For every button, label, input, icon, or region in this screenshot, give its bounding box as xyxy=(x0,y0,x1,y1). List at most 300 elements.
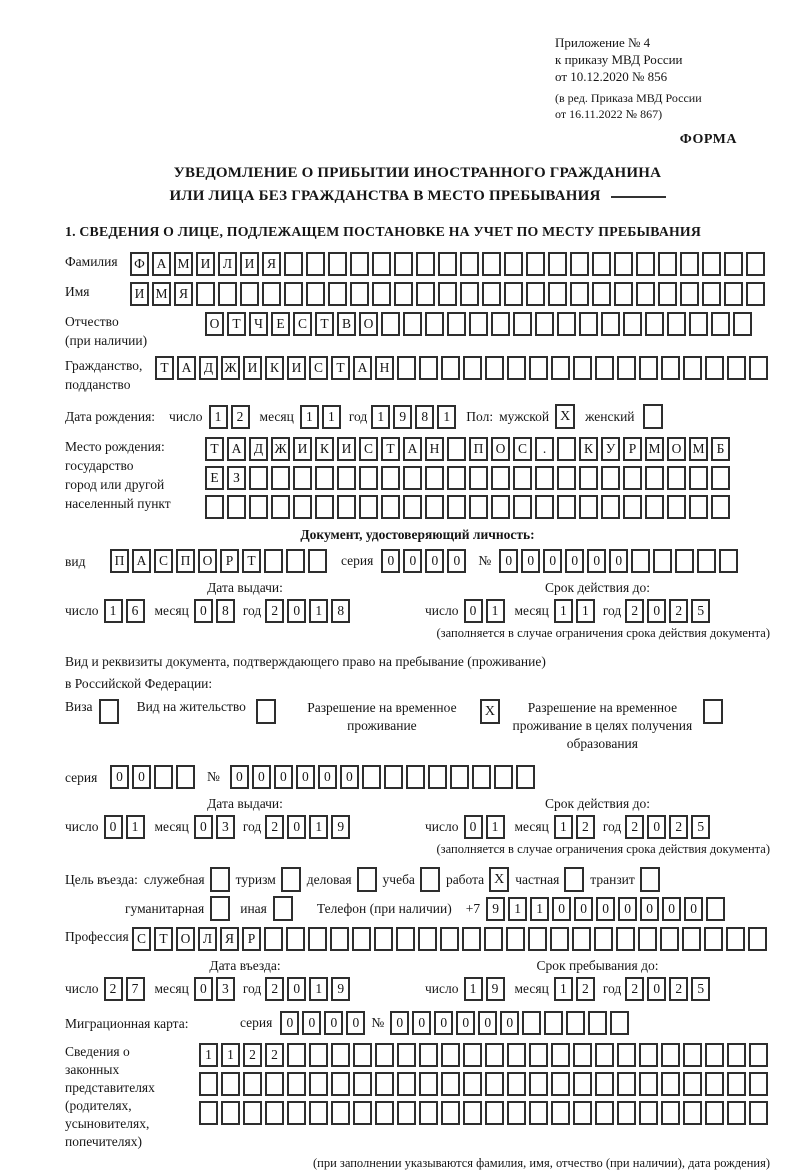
char-cell[interactable] xyxy=(535,466,554,490)
char-cell[interactable] xyxy=(706,897,725,921)
char-cell[interactable] xyxy=(353,1043,372,1067)
char-cell[interactable] xyxy=(287,1101,306,1125)
char-cell[interactable] xyxy=(551,1101,570,1125)
purpose-work-checkbox[interactable]: X xyxy=(489,867,509,892)
char-cell[interactable] xyxy=(176,765,195,789)
purpose-humanitarian-checkbox[interactable] xyxy=(210,896,230,921)
char-cell[interactable]: О xyxy=(359,312,378,336)
char-cell[interactable] xyxy=(588,1011,607,1035)
char-cell[interactable] xyxy=(331,1072,350,1096)
char-cell[interactable]: 0 xyxy=(478,1011,497,1035)
char-cell[interactable] xyxy=(683,1043,702,1067)
char-cell[interactable] xyxy=(749,1043,768,1067)
char-cell[interactable] xyxy=(287,1043,306,1067)
char-cell[interactable] xyxy=(353,1101,372,1125)
char-cell[interactable]: 0 xyxy=(609,549,628,573)
char-cell[interactable] xyxy=(462,927,481,951)
char-cell[interactable] xyxy=(704,927,723,951)
char-cell[interactable]: З xyxy=(227,466,246,490)
char-cell[interactable] xyxy=(595,1101,614,1125)
char-cell[interactable] xyxy=(469,495,488,519)
char-cell[interactable]: Т xyxy=(154,927,173,951)
char-cell[interactable] xyxy=(614,282,633,306)
char-cell[interactable] xyxy=(705,1101,724,1125)
residence-permit-checkbox[interactable] xyxy=(256,699,276,724)
char-cell[interactable]: М xyxy=(689,437,708,461)
char-cell[interactable] xyxy=(616,927,635,951)
char-cell[interactable] xyxy=(711,495,730,519)
char-cell[interactable]: С xyxy=(513,437,532,461)
char-cell[interactable] xyxy=(315,495,334,519)
char-cell[interactable]: К xyxy=(265,356,284,380)
char-cell[interactable] xyxy=(623,466,642,490)
char-cell[interactable] xyxy=(353,1072,372,1096)
char-cell[interactable] xyxy=(328,282,347,306)
char-cell[interactable]: 5 xyxy=(691,599,710,623)
char-cell[interactable]: Ф xyxy=(130,252,149,276)
char-cell[interactable] xyxy=(249,495,268,519)
char-cell[interactable] xyxy=(330,927,349,951)
char-cell[interactable]: 0 xyxy=(543,549,562,573)
char-cell[interactable] xyxy=(660,927,679,951)
char-cell[interactable]: 5 xyxy=(691,977,710,1001)
char-cell[interactable] xyxy=(403,312,422,336)
char-cell[interactable]: Т xyxy=(227,312,246,336)
char-cell[interactable] xyxy=(726,927,745,951)
char-cell[interactable]: К xyxy=(315,437,334,461)
char-cell[interactable]: Е xyxy=(205,466,224,490)
char-cell[interactable]: 0 xyxy=(464,599,483,623)
char-cell[interactable]: Я xyxy=(174,282,193,306)
char-cell[interactable]: 1 xyxy=(209,405,228,429)
char-cell[interactable]: 0 xyxy=(647,815,666,839)
char-cell[interactable] xyxy=(639,1072,658,1096)
char-cell[interactable]: . xyxy=(535,437,554,461)
char-cell[interactable] xyxy=(689,312,708,336)
char-cell[interactable]: М xyxy=(645,437,664,461)
char-cell[interactable] xyxy=(658,282,677,306)
char-cell[interactable] xyxy=(749,356,768,380)
char-cell[interactable] xyxy=(463,1043,482,1067)
char-cell[interactable] xyxy=(243,1101,262,1125)
char-cell[interactable] xyxy=(579,312,598,336)
char-cell[interactable]: 0 xyxy=(287,599,306,623)
char-cell[interactable] xyxy=(522,1011,541,1035)
char-cell[interactable]: Т xyxy=(331,356,350,380)
char-cell[interactable] xyxy=(425,312,444,336)
char-cell[interactable] xyxy=(403,466,422,490)
char-cell[interactable] xyxy=(697,549,716,573)
char-cell[interactable] xyxy=(544,1011,563,1035)
char-cell[interactable]: 1 xyxy=(464,977,483,1001)
char-cell[interactable]: 0 xyxy=(500,1011,519,1035)
char-cell[interactable]: И xyxy=(293,437,312,461)
char-cell[interactable] xyxy=(623,312,642,336)
char-cell[interactable]: 1 xyxy=(300,405,319,429)
char-cell[interactable] xyxy=(645,466,664,490)
char-cell[interactable] xyxy=(271,466,290,490)
char-cell[interactable]: 6 xyxy=(126,599,145,623)
char-cell[interactable]: 1 xyxy=(554,599,573,623)
char-cell[interactable]: 0 xyxy=(296,765,315,789)
char-cell[interactable]: 0 xyxy=(647,599,666,623)
char-cell[interactable]: 1 xyxy=(554,977,573,1001)
char-cell[interactable]: 8 xyxy=(331,599,350,623)
char-cell[interactable] xyxy=(526,252,545,276)
char-cell[interactable] xyxy=(557,495,576,519)
char-cell[interactable] xyxy=(631,549,650,573)
char-cell[interactable] xyxy=(601,466,620,490)
char-cell[interactable] xyxy=(548,252,567,276)
char-cell[interactable] xyxy=(397,356,416,380)
char-cell[interactable] xyxy=(570,282,589,306)
char-cell[interactable]: Н xyxy=(425,437,444,461)
char-cell[interactable] xyxy=(491,495,510,519)
char-cell[interactable] xyxy=(419,1043,438,1067)
char-cell[interactable] xyxy=(529,356,548,380)
char-cell[interactable] xyxy=(601,495,620,519)
char-cell[interactable] xyxy=(645,495,664,519)
char-cell[interactable]: 2 xyxy=(576,977,595,1001)
char-cell[interactable] xyxy=(504,282,523,306)
char-cell[interactable] xyxy=(617,1101,636,1125)
char-cell[interactable]: С xyxy=(154,549,173,573)
char-cell[interactable] xyxy=(639,1101,658,1125)
char-cell[interactable] xyxy=(154,765,173,789)
char-cell[interactable] xyxy=(566,1011,585,1035)
char-cell[interactable]: 2 xyxy=(576,815,595,839)
char-cell[interactable] xyxy=(601,312,620,336)
char-cell[interactable] xyxy=(638,927,657,951)
char-cell[interactable]: Н xyxy=(375,356,394,380)
char-cell[interactable] xyxy=(639,356,658,380)
char-cell[interactable] xyxy=(397,1043,416,1067)
char-cell[interactable]: Т xyxy=(205,437,224,461)
char-cell[interactable] xyxy=(337,495,356,519)
char-cell[interactable] xyxy=(617,356,636,380)
char-cell[interactable]: 2 xyxy=(625,815,644,839)
char-cell[interactable]: 2 xyxy=(265,599,284,623)
char-cell[interactable] xyxy=(309,1101,328,1125)
char-cell[interactable]: 0 xyxy=(252,765,271,789)
char-cell[interactable] xyxy=(419,1072,438,1096)
char-cell[interactable]: 7 xyxy=(126,977,145,1001)
char-cell[interactable] xyxy=(535,495,554,519)
char-cell[interactable]: И xyxy=(130,282,149,306)
char-cell[interactable] xyxy=(309,1072,328,1096)
char-cell[interactable]: 9 xyxy=(393,405,412,429)
char-cell[interactable] xyxy=(526,282,545,306)
char-cell[interactable]: 0 xyxy=(318,765,337,789)
char-cell[interactable] xyxy=(308,927,327,951)
char-cell[interactable]: Л xyxy=(198,927,217,951)
char-cell[interactable] xyxy=(551,356,570,380)
char-cell[interactable]: 8 xyxy=(216,599,235,623)
char-cell[interactable] xyxy=(416,282,435,306)
char-cell[interactable] xyxy=(639,1043,658,1067)
char-cell[interactable] xyxy=(572,927,591,951)
char-cell[interactable]: 0 xyxy=(302,1011,321,1035)
char-cell[interactable] xyxy=(623,495,642,519)
char-cell[interactable] xyxy=(406,765,425,789)
char-cell[interactable] xyxy=(384,765,403,789)
char-cell[interactable] xyxy=(240,282,259,306)
char-cell[interactable]: 1 xyxy=(508,897,527,921)
char-cell[interactable] xyxy=(196,282,215,306)
char-cell[interactable]: 1 xyxy=(104,599,123,623)
temp-residence-education-checkbox[interactable] xyxy=(703,699,723,724)
char-cell[interactable]: 2 xyxy=(243,1043,262,1067)
char-cell[interactable] xyxy=(205,495,224,519)
char-cell[interactable]: М xyxy=(152,282,171,306)
char-cell[interactable]: А xyxy=(403,437,422,461)
char-cell[interactable]: М xyxy=(174,252,193,276)
char-cell[interactable]: 0 xyxy=(499,549,518,573)
char-cell[interactable]: 1 xyxy=(309,977,328,1001)
char-cell[interactable] xyxy=(485,1101,504,1125)
char-cell[interactable] xyxy=(719,549,738,573)
char-cell[interactable]: А xyxy=(152,252,171,276)
char-cell[interactable] xyxy=(372,252,391,276)
char-cell[interactable] xyxy=(727,1072,746,1096)
char-cell[interactable]: 0 xyxy=(287,977,306,1001)
char-cell[interactable] xyxy=(309,1043,328,1067)
char-cell[interactable] xyxy=(667,495,686,519)
char-cell[interactable]: В xyxy=(337,312,356,336)
char-cell[interactable] xyxy=(733,312,752,336)
char-cell[interactable]: 0 xyxy=(521,549,540,573)
char-cell[interactable]: 3 xyxy=(216,977,235,1001)
char-cell[interactable]: О xyxy=(667,437,686,461)
char-cell[interactable] xyxy=(284,282,303,306)
char-cell[interactable] xyxy=(746,282,765,306)
char-cell[interactable] xyxy=(350,252,369,276)
char-cell[interactable] xyxy=(551,1043,570,1067)
char-cell[interactable]: 1 xyxy=(371,405,390,429)
temp-residence-checkbox[interactable]: X xyxy=(480,699,500,724)
char-cell[interactable]: 0 xyxy=(381,549,400,573)
char-cell[interactable] xyxy=(658,252,677,276)
char-cell[interactable]: С xyxy=(309,356,328,380)
char-cell[interactable] xyxy=(516,765,535,789)
char-cell[interactable]: 2 xyxy=(265,977,284,1001)
char-cell[interactable] xyxy=(308,549,327,573)
purpose-business-checkbox[interactable] xyxy=(357,867,377,892)
char-cell[interactable] xyxy=(463,1101,482,1125)
char-cell[interactable] xyxy=(286,927,305,951)
char-cell[interactable]: 0 xyxy=(230,765,249,789)
char-cell[interactable] xyxy=(472,765,491,789)
char-cell[interactable] xyxy=(683,1101,702,1125)
char-cell[interactable]: И xyxy=(196,252,215,276)
char-cell[interactable] xyxy=(491,466,510,490)
char-cell[interactable]: 0 xyxy=(412,1011,431,1035)
char-cell[interactable] xyxy=(375,1072,394,1096)
char-cell[interactable] xyxy=(262,282,281,306)
char-cell[interactable] xyxy=(331,1043,350,1067)
male-checkbox[interactable]: X xyxy=(555,404,575,429)
char-cell[interactable] xyxy=(381,495,400,519)
char-cell[interactable] xyxy=(748,927,767,951)
char-cell[interactable]: 1 xyxy=(199,1043,218,1067)
char-cell[interactable] xyxy=(689,466,708,490)
char-cell[interactable] xyxy=(286,549,305,573)
char-cell[interactable] xyxy=(397,1101,416,1125)
char-cell[interactable]: 0 xyxy=(618,897,637,921)
char-cell[interactable] xyxy=(293,495,312,519)
char-cell[interactable] xyxy=(265,1101,284,1125)
purpose-tourism-checkbox[interactable] xyxy=(281,867,301,892)
char-cell[interactable]: 0 xyxy=(110,765,129,789)
char-cell[interactable] xyxy=(418,927,437,951)
char-cell[interactable] xyxy=(724,252,743,276)
char-cell[interactable]: О xyxy=(491,437,510,461)
char-cell[interactable] xyxy=(375,1043,394,1067)
char-cell[interactable]: 0 xyxy=(194,599,213,623)
char-cell[interactable]: 2 xyxy=(265,815,284,839)
char-cell[interactable]: 0 xyxy=(340,765,359,789)
char-cell[interactable]: 1 xyxy=(554,815,573,839)
char-cell[interactable]: К xyxy=(579,437,598,461)
char-cell[interactable] xyxy=(595,1072,614,1096)
char-cell[interactable] xyxy=(221,1072,240,1096)
char-cell[interactable] xyxy=(482,252,501,276)
char-cell[interactable] xyxy=(460,282,479,306)
char-cell[interactable]: 1 xyxy=(437,405,456,429)
char-cell[interactable] xyxy=(746,252,765,276)
char-cell[interactable]: П xyxy=(469,437,488,461)
char-cell[interactable]: 0 xyxy=(684,897,703,921)
char-cell[interactable]: 2 xyxy=(669,977,688,1001)
char-cell[interactable]: 0 xyxy=(434,1011,453,1035)
char-cell[interactable] xyxy=(689,495,708,519)
char-cell[interactable] xyxy=(653,549,672,573)
char-cell[interactable] xyxy=(592,282,611,306)
char-cell[interactable]: Ж xyxy=(221,356,240,380)
char-cell[interactable] xyxy=(199,1072,218,1096)
char-cell[interactable]: 0 xyxy=(287,815,306,839)
char-cell[interactable] xyxy=(573,356,592,380)
char-cell[interactable] xyxy=(264,549,283,573)
char-cell[interactable] xyxy=(463,1072,482,1096)
char-cell[interactable] xyxy=(705,1072,724,1096)
char-cell[interactable]: 9 xyxy=(331,977,350,1001)
char-cell[interactable] xyxy=(507,1043,526,1067)
char-cell[interactable] xyxy=(438,252,457,276)
char-cell[interactable]: 9 xyxy=(486,977,505,1001)
char-cell[interactable]: Ч xyxy=(249,312,268,336)
char-cell[interactable] xyxy=(419,1101,438,1125)
char-cell[interactable] xyxy=(579,495,598,519)
char-cell[interactable] xyxy=(484,927,503,951)
char-cell[interactable] xyxy=(667,466,686,490)
char-cell[interactable] xyxy=(683,356,702,380)
char-cell[interactable] xyxy=(428,765,447,789)
char-cell[interactable]: Д xyxy=(199,356,218,380)
char-cell[interactable] xyxy=(350,282,369,306)
char-cell[interactable]: У xyxy=(601,437,620,461)
char-cell[interactable] xyxy=(447,466,466,490)
char-cell[interactable] xyxy=(617,1043,636,1067)
char-cell[interactable]: 2 xyxy=(265,1043,284,1067)
char-cell[interactable] xyxy=(727,356,746,380)
char-cell[interactable]: 1 xyxy=(576,599,595,623)
char-cell[interactable]: 9 xyxy=(331,815,350,839)
char-cell[interactable] xyxy=(362,765,381,789)
char-cell[interactable]: 3 xyxy=(216,815,235,839)
char-cell[interactable] xyxy=(352,927,371,951)
char-cell[interactable] xyxy=(661,1072,680,1096)
char-cell[interactable] xyxy=(507,1072,526,1096)
char-cell[interactable] xyxy=(749,1072,768,1096)
char-cell[interactable]: 1 xyxy=(322,405,341,429)
char-cell[interactable]: Р xyxy=(242,927,261,951)
char-cell[interactable] xyxy=(441,1043,460,1067)
char-cell[interactable] xyxy=(381,312,400,336)
char-cell[interactable]: Б xyxy=(711,437,730,461)
char-cell[interactable] xyxy=(287,1072,306,1096)
char-cell[interactable] xyxy=(447,437,466,461)
char-cell[interactable]: 1 xyxy=(486,599,505,623)
char-cell[interactable] xyxy=(682,927,701,951)
char-cell[interactable] xyxy=(504,252,523,276)
char-cell[interactable] xyxy=(394,252,413,276)
purpose-other-checkbox[interactable] xyxy=(273,896,293,921)
char-cell[interactable] xyxy=(396,927,415,951)
char-cell[interactable] xyxy=(460,252,479,276)
char-cell[interactable] xyxy=(513,466,532,490)
char-cell[interactable] xyxy=(199,1101,218,1125)
char-cell[interactable] xyxy=(284,252,303,276)
char-cell[interactable]: 0 xyxy=(647,977,666,1001)
char-cell[interactable] xyxy=(724,282,743,306)
char-cell[interactable]: 0 xyxy=(274,765,293,789)
char-cell[interactable] xyxy=(636,252,655,276)
char-cell[interactable] xyxy=(675,549,694,573)
char-cell[interactable] xyxy=(548,282,567,306)
char-cell[interactable]: О xyxy=(198,549,217,573)
char-cell[interactable]: Т xyxy=(381,437,400,461)
char-cell[interactable]: О xyxy=(205,312,224,336)
purpose-official-checkbox[interactable] xyxy=(210,867,230,892)
char-cell[interactable]: 8 xyxy=(415,405,434,429)
char-cell[interactable] xyxy=(218,282,237,306)
char-cell[interactable] xyxy=(529,1043,548,1067)
char-cell[interactable] xyxy=(447,495,466,519)
char-cell[interactable] xyxy=(680,252,699,276)
char-cell[interactable]: А xyxy=(227,437,246,461)
char-cell[interactable]: 1 xyxy=(126,815,145,839)
char-cell[interactable] xyxy=(711,312,730,336)
char-cell[interactable] xyxy=(683,1072,702,1096)
char-cell[interactable] xyxy=(705,1043,724,1067)
char-cell[interactable]: Л xyxy=(218,252,237,276)
char-cell[interactable] xyxy=(645,312,664,336)
char-cell[interactable]: 0 xyxy=(132,765,151,789)
purpose-transit-checkbox[interactable] xyxy=(640,867,660,892)
char-cell[interactable]: А xyxy=(353,356,372,380)
char-cell[interactable] xyxy=(705,356,724,380)
char-cell[interactable] xyxy=(482,282,501,306)
char-cell[interactable]: С xyxy=(293,312,312,336)
char-cell[interactable]: Я xyxy=(220,927,239,951)
char-cell[interactable]: А xyxy=(132,549,151,573)
char-cell[interactable]: 1 xyxy=(530,897,549,921)
char-cell[interactable] xyxy=(372,282,391,306)
char-cell[interactable] xyxy=(381,466,400,490)
char-cell[interactable] xyxy=(243,1072,262,1096)
char-cell[interactable]: 2 xyxy=(669,599,688,623)
